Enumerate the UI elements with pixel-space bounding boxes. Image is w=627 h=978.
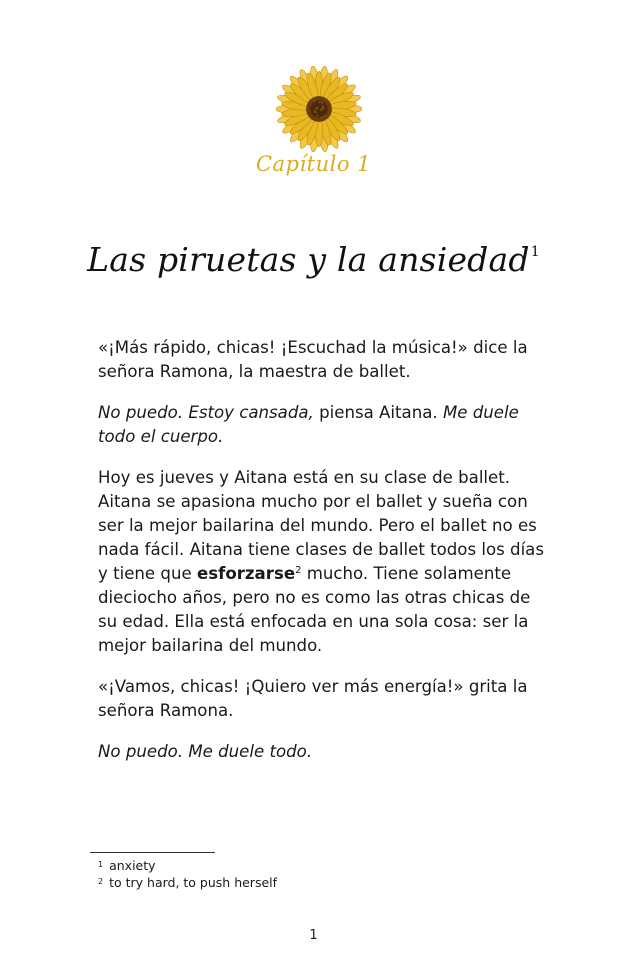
chapter-label: Capítulo 1 (255, 152, 372, 176)
paragraph (98, 740, 548, 764)
paragraph-text: mucho. Tiene solamente dieciocho años, pero no es como las otras chicas de su edad. Ella está enfocada en una sola cosa: ser la mejor bailarina del mundo. (98, 564, 531, 655)
chapter-title-text: Las piruetas y la ansiedad (87, 240, 530, 279)
paragraph (98, 466, 548, 658)
footnote-divider (90, 852, 215, 853)
footnotes (98, 857, 277, 891)
footnote-text: anxiety (109, 858, 156, 873)
paragraph-text: Hoy es jueves y Aitana está en su clase de ballet. Aitana se apasiona mucho por el ballet y sueña con ser la mejor bailarina del mundo. Pero el ballet no es nada fácil. Aitana tiene clases de ballet todos los días y tiene que (98, 468, 544, 583)
page-number: 1 (309, 928, 318, 943)
footnote-item (98, 857, 277, 874)
footnote-number: 1 (98, 860, 104, 869)
paragraph: «¡Más rápido, chicas! ¡Escuchad la música!» dice la señora Ramona, la maestra de ballet. (98, 338, 528, 381)
chapter-title (0, 240, 627, 279)
sunflower-icon (276, 66, 362, 152)
footnote-text: to try hard, to push herself (109, 875, 278, 890)
footnote-item (98, 874, 277, 891)
italic-thought: No puedo. Estoy cansada, (98, 403, 314, 422)
paragraph: «¡Vamos, chicas! ¡Quiero ver más energía!» grita la señora Ramona. (98, 677, 528, 720)
paragraph (98, 401, 548, 449)
footnote-ref-1: 1 (530, 244, 540, 260)
italic-thought: Me duele todo el cuerpo. (98, 403, 519, 446)
vocab-word: esforzarse (196, 564, 296, 583)
italic-thought: No puedo. Me duele todo. (98, 742, 313, 761)
footnote-ref-2: 2 (295, 565, 302, 576)
footnote-number: 2 (98, 877, 104, 886)
paragraph-text: piensa Aitana. (313, 403, 443, 422)
body-text (98, 336, 548, 781)
